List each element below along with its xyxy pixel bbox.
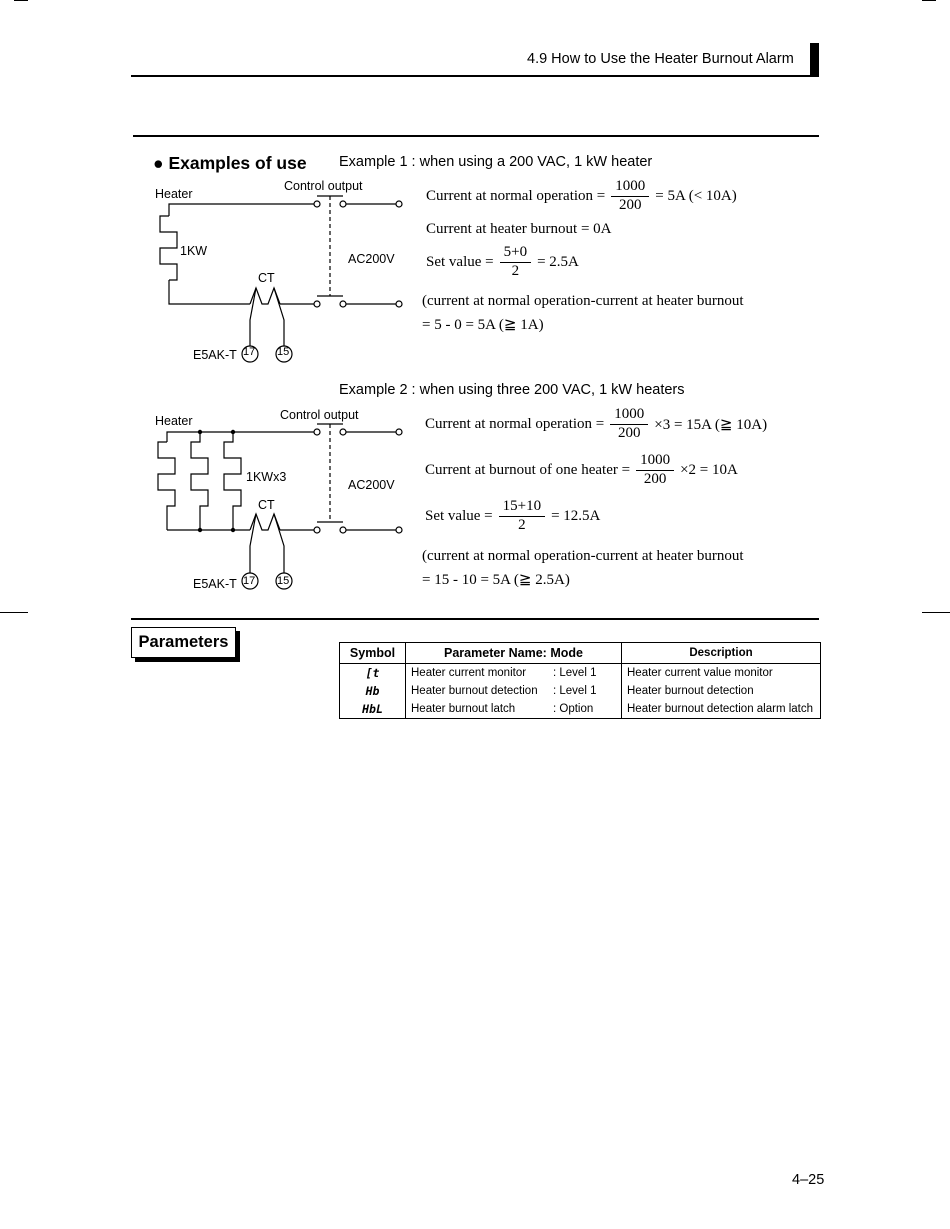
header-description: Description xyxy=(622,643,821,664)
eq-lhs: Current at normal operation = xyxy=(426,187,606,204)
eq-rhs: ×2 = 10A xyxy=(680,461,738,478)
header-symbol: Symbol xyxy=(340,643,406,664)
example1-eq-setvalue xyxy=(426,245,579,280)
example2-circuit-diagram xyxy=(150,406,410,598)
example1-model-label: E5AK-T xyxy=(193,348,237,362)
example2-eq-setvalue xyxy=(425,499,600,534)
example2-title: Example 2 : when using three 200 VAC, 1 kW heaters xyxy=(339,382,685,398)
example1-rating-label: 1KW xyxy=(180,244,208,258)
param-mode: : Level 1 xyxy=(553,667,597,679)
param-symbol: HbL xyxy=(340,700,406,719)
running-header: 4.9 How to Use the Heater Burnout Alarm xyxy=(527,51,794,67)
crop-mark-ml xyxy=(0,612,28,613)
eq-num: 1000 xyxy=(611,179,649,197)
section-title xyxy=(153,153,307,174)
eq-num: 15+10 xyxy=(499,499,545,517)
example1-terminal-15: 15 xyxy=(277,346,290,358)
example2-note-line1: (current at normal operation-current at heater burnout xyxy=(422,548,744,564)
bullet-icon: ● xyxy=(153,153,164,173)
param-name: Heater burnout detection xyxy=(411,685,538,697)
example1-title: Example 1 : when using a 200 VAC, 1 kW heater xyxy=(339,154,653,170)
eq-den: 2 xyxy=(518,516,526,533)
eq-num: 5+0 xyxy=(500,245,531,263)
eq-den: 200 xyxy=(618,424,641,441)
section-title-text: Examples of use xyxy=(168,153,307,173)
example1-note-line2: = 5 - 0 = 5A (≧ 1A) xyxy=(422,317,544,333)
param-symbol: [t xyxy=(340,664,406,683)
eq-rhs: = 2.5A xyxy=(537,253,579,270)
example1-eq-normal xyxy=(426,179,737,214)
example1-supply-label: AC200V xyxy=(348,252,395,266)
param-description: Heater burnout detection xyxy=(622,682,821,700)
param-name: Heater burnout latch xyxy=(411,703,516,715)
eq-num: 1000 xyxy=(636,453,674,471)
param-name-mode xyxy=(406,682,622,700)
example2-note-line2: = 15 - 10 = 5A (≧ 2.5A) xyxy=(422,572,570,588)
param-name-mode xyxy=(406,700,622,719)
example2-terminal-17: 17 xyxy=(243,575,256,587)
eq-den: 2 xyxy=(511,262,520,279)
param-name-mode xyxy=(406,664,622,683)
param-description: Heater current value monitor xyxy=(622,664,821,683)
header-rule xyxy=(131,75,819,77)
eq-den: 200 xyxy=(619,196,642,213)
eq-fraction xyxy=(636,453,674,488)
eq-num: 1000 xyxy=(610,407,648,425)
crop-mark-tr xyxy=(922,0,936,1)
parameters-top-rule xyxy=(131,618,819,620)
eq-lhs: Set value = xyxy=(425,507,493,524)
eq-fraction xyxy=(610,407,648,442)
crop-mark-tl xyxy=(14,0,28,1)
example2-model-label: E5AK-T xyxy=(193,577,237,591)
example1-terminal-17: 17 xyxy=(243,346,256,358)
crop-mark-mr xyxy=(922,612,950,613)
example1-control-output-label: Control output xyxy=(284,179,363,193)
param-description: Heater burnout detection alarm latch xyxy=(622,700,821,719)
table-row xyxy=(340,682,821,700)
example2-heater-label: Heater xyxy=(155,414,193,428)
eq-lhs: Current at burnout of one heater = xyxy=(425,461,631,478)
eq-fraction xyxy=(611,179,649,214)
param-mode: : Option xyxy=(553,703,594,715)
header-tab-marker xyxy=(810,43,819,77)
param-mode: : Level 1 xyxy=(553,685,597,697)
example2-eq-normal xyxy=(425,407,767,442)
example1-heater-label: Heater xyxy=(155,187,193,201)
example2-control-output-label: Control output xyxy=(280,408,359,422)
example2-supply-label: AC200V xyxy=(348,478,395,492)
example1-ct-label: CT xyxy=(258,271,275,285)
example1-circuit-diagram xyxy=(150,180,410,370)
param-symbol: Hb xyxy=(340,682,406,700)
eq-fraction xyxy=(499,499,545,534)
table-row xyxy=(340,664,821,683)
table-row xyxy=(340,700,821,719)
parameters-table xyxy=(339,642,821,719)
parameters-title: Parameters xyxy=(131,627,236,658)
eq-lhs: Set value = xyxy=(426,253,494,270)
eq-fraction xyxy=(500,245,531,280)
example2-eq-one-burnout xyxy=(425,453,738,488)
param-name: Heater current monitor xyxy=(411,667,527,679)
eq-rhs: ×3 = 15A (≧ 10A) xyxy=(654,416,768,433)
table-header-row xyxy=(340,643,821,664)
example1-eq-burnout: Current at heater burnout = 0A xyxy=(426,221,612,237)
eq-den: 200 xyxy=(643,470,667,487)
eq-rhs: = 5A (< 10A) xyxy=(655,187,737,204)
example2-rating-label: 1KWx3 xyxy=(246,470,287,484)
example2-terminal-15: 15 xyxy=(277,575,290,587)
section-top-rule xyxy=(133,135,819,137)
eq-rhs: = 12.5A xyxy=(551,507,601,524)
example2-ct-label: CT xyxy=(258,498,275,512)
eq-lhs: Current at normal operation = xyxy=(425,415,605,432)
page-number: 4–25 xyxy=(792,1172,825,1188)
header-name-mode: Parameter Name: Mode xyxy=(406,643,622,664)
example1-note-line1: (current at normal operation-current at heater burnout xyxy=(422,293,744,309)
